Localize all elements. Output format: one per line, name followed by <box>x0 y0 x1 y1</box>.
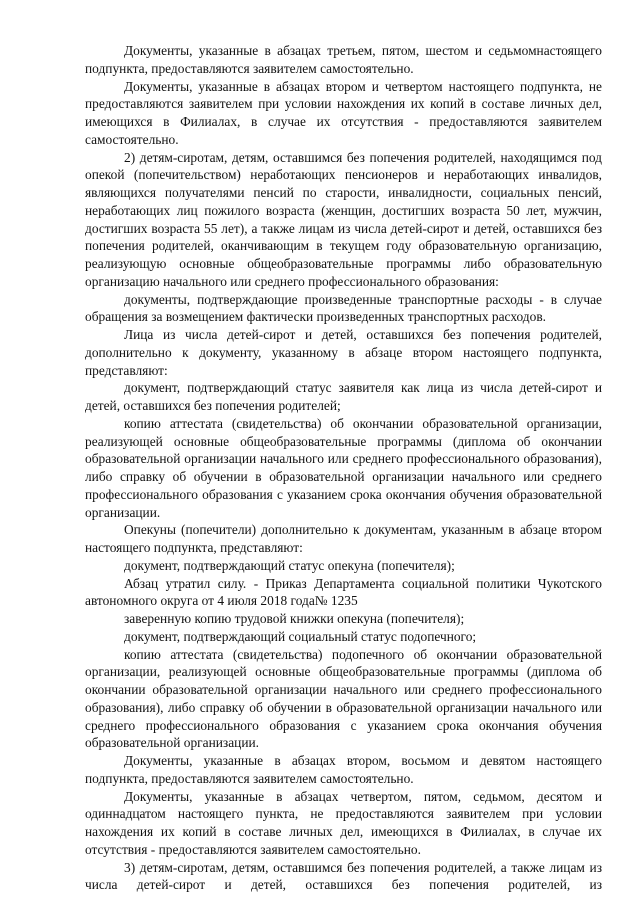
paragraph-2: Документы, указанные в абзацах втором и четвертом настоящего подпункта, не предоставляются заявителем при условии нахождения их копий в составе личных дел, имеющихся в Филиалах, в случае их отсутствия - предоставляются заявителем самостоятельно. <box>85 78 602 147</box>
paragraph-10: Абзац утратил силу. - Приказ Департамента социальной политики Чукотского автономного округа от 4 июля 2018 года№ 1235 <box>85 575 602 609</box>
paragraph-5: Лица из числа детей-сирот и детей, оставшихся без попечения родителей, дополнительно к документу, указанному в абзаце втором настоящего подпункта, представляют: <box>85 327 602 378</box>
paragraph-1: Документы, указанные в абзацах третьем, пятом, шестом и седьмомнастоящего подпункта, предоставляются заявителем самостоятельно. <box>85 43 602 76</box>
paragraph-3: 2) детям-сиротам, детям, оставшимся без попечения родителей, находящимся под опекой (попечительством) неработающих пенсионеров и неработающих инвалидов, являющихся получателями пенсий по старости, инвалидности, социальных пенсий, неработающих лиц пожилого возраста (женщин, достигших возраста 50 лет, мужчин, достигших возраста 55 лет), а также лицам из числа детей-сирот и детей, оставшихся без попечения родителей, оканчивающим в текущем году образовательную организацию, реализующую основные общеобразовательные программы либо образовательную организацию начального или среднего профессионального образования: <box>85 149 602 289</box>
paragraph-4: документы, подтверждающие произведенные транспортные расходы - в случае обращения за возмещением фактически произведенных транспортных расходов. <box>85 291 602 325</box>
paragraph-9: документ, подтверждающий статус опекуна (попечителя); <box>124 557 455 573</box>
paragraph-12: документ, подтверждающий социальный статус подопечного; <box>124 628 477 644</box>
paragraph-13: копию аттестата (свидетельства) подопечного об окончании образовательной организации, реализующей основные общеобразовательные программы (диплома об окончании образовательной организации начального или среднего профессионального образования), либо справку об обучении в образовательной организации начального или среднего профессионального образования с указанием срока окончания обучения образовательной организации. <box>85 646 602 751</box>
paragraph-8: Опекуны (попечители) дополнительно к документам, указанным в абзаце втором настоящего подпункта, представляют: <box>85 522 602 555</box>
paragraph-7: копию аттестата (свидетельства) об окончании образовательной организации, реализующей основные общеобразовательные программы (диплома об окончании образовательной организации начального или среднего профессионального образования), либо справку об обучении в образовательной организации начального или среднего профессионального образования с указанием срока окончания обучения образовательной организации. <box>85 415 602 520</box>
paragraph-15: Документы, указанные в абзацах четвертом, пятом, седьмом, десятом и одиннадцатом настоящего пункта, не предоставляются заявителем при условии нахождения их копий в составе личных дел, имеющихся в Филиалах, в случае их отсутствия - предоставляются заявителем самостоятельно. <box>85 788 602 857</box>
paragraph-6: документ, подтверждающий статус заявителя как лица из числа детей-сирот и детей, оставшихся без попечения родителей; <box>85 380 602 413</box>
paragraph-14: Документы, указанные в абзацах втором, восьмом и девятом настоящего подпункта, предоставляются заявителем самостоятельно. <box>85 753 602 786</box>
paragraph-11: заверенную копию трудовой книжки опекуна (попечителя); <box>124 611 465 626</box>
document-body <box>85 42 602 894</box>
paragraph-16: 3) детям-сиротам, детям, оставшимся без попечения родителей, а также лицам из числа детей-сирот и детей, оставшихся без попечения родителей, из <box>85 859 602 893</box>
